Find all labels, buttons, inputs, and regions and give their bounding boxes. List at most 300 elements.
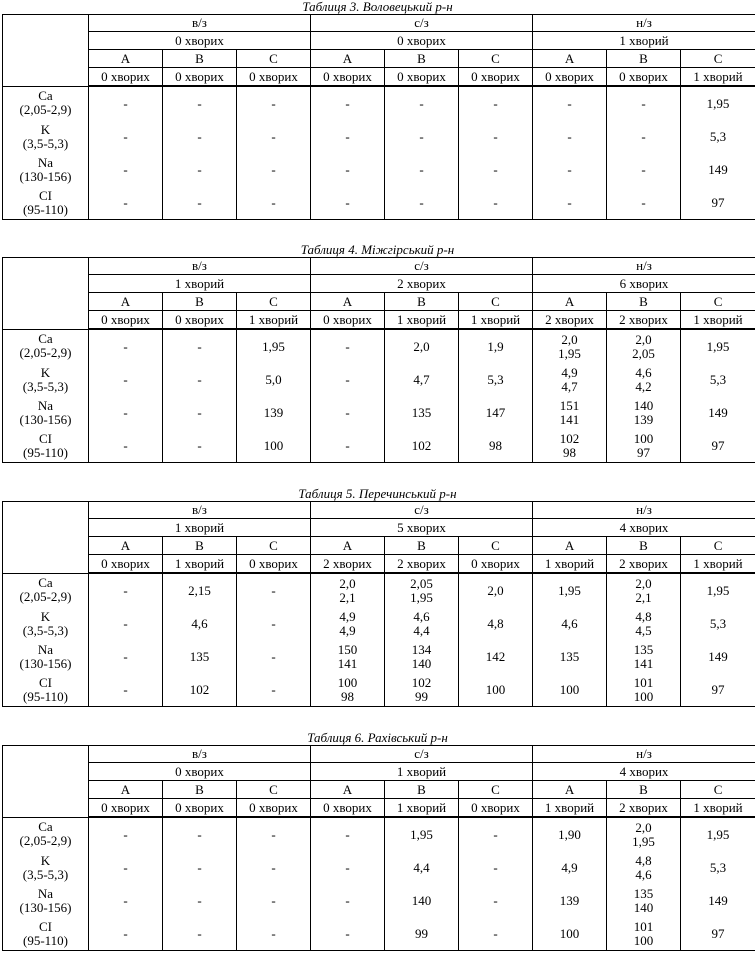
cell-value: - xyxy=(345,95,350,111)
zone-label: с/з xyxy=(311,15,533,32)
electrolyte-label xyxy=(3,120,89,153)
value-cell xyxy=(459,153,533,186)
cell-value: 98 xyxy=(489,437,502,453)
value-cell xyxy=(163,396,237,429)
value-cell xyxy=(163,673,237,707)
group-count: 0 хворих xyxy=(89,68,163,87)
cell-value: 4,9 xyxy=(339,622,356,638)
cell-value: - xyxy=(197,161,202,177)
cell-value: 4,6 xyxy=(413,608,430,624)
reference-range: (95-110) xyxy=(22,201,68,217)
value-cell xyxy=(385,851,459,884)
value-cell xyxy=(681,817,755,851)
cell-value: - xyxy=(493,128,498,144)
cell-value: - xyxy=(641,161,646,177)
value-cell xyxy=(163,640,237,673)
table-block xyxy=(2,487,753,707)
value-cell xyxy=(385,429,459,463)
value-cell xyxy=(163,363,237,396)
value-cell xyxy=(607,120,681,153)
cell-value: - xyxy=(641,194,646,210)
cell-value: - xyxy=(271,161,276,177)
group-letter: A xyxy=(311,50,385,68)
zone-label: с/з xyxy=(311,746,533,763)
cell-value: 151 xyxy=(559,397,580,413)
electrolyte-label xyxy=(3,186,89,220)
group-letter: B xyxy=(607,537,681,555)
zone-count: 2 хворих xyxy=(311,275,533,293)
cell-value: - xyxy=(197,826,202,842)
cell-value: 5,3 xyxy=(709,859,727,875)
value-cell xyxy=(163,884,237,917)
value-cell xyxy=(533,607,607,640)
value-cell xyxy=(607,329,681,363)
cell-value: 2,15 xyxy=(188,582,211,598)
value-cell xyxy=(533,396,607,429)
value-cell xyxy=(89,640,163,673)
cell-value: - xyxy=(567,128,572,144)
value-cell xyxy=(681,673,755,707)
cell-value: 1,95 xyxy=(706,826,730,842)
electrolyte-label xyxy=(3,573,89,607)
cell-value: 2,05 xyxy=(410,575,433,591)
cell-value: 149 xyxy=(708,648,728,664)
group-count: 1 хворий xyxy=(385,311,459,330)
cell-value: 2,0 xyxy=(487,582,504,598)
electrolyte-label xyxy=(3,640,89,673)
electrolyte-name: Na xyxy=(37,154,54,170)
group-count-row xyxy=(3,555,755,574)
cell-value: 97 xyxy=(711,437,725,453)
value-cell xyxy=(607,396,681,429)
cell-value: - xyxy=(197,404,202,420)
cell-value: - xyxy=(123,194,128,210)
cell-value: 4,5 xyxy=(635,622,652,638)
value-cell xyxy=(311,86,385,120)
table-row xyxy=(3,817,755,851)
group-count: 1 хворий xyxy=(681,68,755,87)
cell-value: - xyxy=(123,826,128,842)
zone-label: с/з xyxy=(311,502,533,519)
table-caption: Таблиця 6. Рахівський р-н xyxy=(307,730,448,745)
cell-value: 135 xyxy=(189,648,210,664)
cell-value: 2,0 xyxy=(635,819,652,835)
value-cell xyxy=(237,817,311,851)
value-cell xyxy=(681,86,755,120)
cell-value: 100 xyxy=(633,932,654,948)
value-cell xyxy=(311,186,385,220)
cell-value: 1,95 xyxy=(558,582,581,598)
cell-value: 102 xyxy=(411,674,432,690)
cell-value: 100 xyxy=(633,430,654,446)
zone-label: в/з xyxy=(89,15,311,32)
cell-value: 135 xyxy=(633,885,654,901)
reference-range: (130-156) xyxy=(19,655,72,671)
cell-value: - xyxy=(493,826,498,842)
table-row xyxy=(3,607,755,640)
value-cell xyxy=(163,186,237,220)
value-cell xyxy=(533,429,607,463)
group-letter: B xyxy=(163,293,237,311)
zone-label: в/з xyxy=(89,746,311,763)
reference-range: (95-110) xyxy=(22,688,68,704)
group-count: 2 хворих xyxy=(311,555,385,574)
cell-value: 1,95 xyxy=(410,826,433,842)
cell-value: - xyxy=(419,128,424,144)
value-cell xyxy=(237,153,311,186)
group-letter: C xyxy=(237,537,311,555)
value-cell xyxy=(237,396,311,429)
value-cell xyxy=(311,884,385,917)
group-letter: A xyxy=(533,50,607,68)
cell-value: 2,0 xyxy=(413,338,430,354)
cell-value: 5,3 xyxy=(709,128,727,144)
value-cell xyxy=(607,86,681,120)
cell-value: - xyxy=(271,194,276,210)
group-count: 0 хворих xyxy=(533,68,607,87)
value-cell xyxy=(459,329,533,363)
group-count-row xyxy=(3,311,755,330)
cell-value: - xyxy=(345,859,350,875)
electrolyte-name: CI xyxy=(39,187,52,203)
cell-value: - xyxy=(271,95,276,111)
zone-count-row xyxy=(3,32,755,50)
value-cell xyxy=(237,917,311,951)
cell-value: - xyxy=(567,95,572,111)
table-block xyxy=(2,0,753,220)
cell-value: 4,4 xyxy=(413,622,430,638)
cell-value: - xyxy=(641,95,646,111)
group-count: 1 хворий xyxy=(163,555,237,574)
cell-value: - xyxy=(345,437,350,453)
cell-value: 141 xyxy=(559,411,580,427)
cell-value: 150 xyxy=(337,641,358,657)
cell-value: - xyxy=(123,648,128,664)
cell-value: 139 xyxy=(263,404,284,420)
cell-value: 1,95 xyxy=(706,338,730,354)
value-cell xyxy=(237,329,311,363)
value-cell xyxy=(459,396,533,429)
value-cell xyxy=(385,640,459,673)
cell-value: - xyxy=(123,859,128,875)
table-row xyxy=(3,429,755,463)
electrolyte-label xyxy=(3,86,89,120)
electrolyte-name: CI xyxy=(39,918,52,934)
value-cell xyxy=(681,120,755,153)
value-cell xyxy=(607,573,681,607)
table-row xyxy=(3,673,755,707)
cell-value: - xyxy=(197,925,202,941)
reference-range: (2,05-2,9) xyxy=(19,345,72,361)
value-cell xyxy=(607,851,681,884)
zone-label: н/з xyxy=(533,502,755,519)
value-cell xyxy=(385,363,459,396)
cell-value: 100 xyxy=(559,925,580,941)
reference-range: (95-110) xyxy=(22,444,68,460)
group-letter: A xyxy=(311,781,385,799)
group-count: 0 хворих xyxy=(163,799,237,818)
value-cell xyxy=(237,851,311,884)
cell-value: 98 xyxy=(563,444,577,460)
value-cell xyxy=(237,884,311,917)
cell-value: - xyxy=(345,338,350,354)
group-count: 0 хворих xyxy=(607,68,681,87)
value-cell xyxy=(385,329,459,363)
group-count: 1 хворий xyxy=(681,555,755,574)
zone-count: 1 хворий xyxy=(311,763,533,781)
reference-range: (130-156) xyxy=(19,411,72,427)
group-count: 0 хворих xyxy=(459,555,533,574)
cell-value: 4,8 xyxy=(635,852,652,868)
zone-label: в/з xyxy=(89,502,311,519)
electrolyte-label xyxy=(3,329,89,363)
value-cell xyxy=(89,186,163,220)
cell-value: 140 xyxy=(633,397,654,413)
zone-count: 0 хворих xyxy=(89,763,311,781)
value-cell xyxy=(89,153,163,186)
cell-value: 147 xyxy=(485,404,506,420)
value-cell xyxy=(163,817,237,851)
value-cell xyxy=(237,429,311,463)
group-count: 1 хворий xyxy=(533,799,607,818)
group-letter-row xyxy=(3,293,755,311)
value-cell xyxy=(459,86,533,120)
cell-value: 1,95 xyxy=(262,338,285,354)
group-letter: B xyxy=(607,781,681,799)
group-letter: C xyxy=(681,293,755,311)
cell-value: - xyxy=(271,681,276,697)
table-row xyxy=(3,363,755,396)
value-cell xyxy=(459,817,533,851)
value-cell xyxy=(311,153,385,186)
zone-count: 1 хворий xyxy=(89,275,311,293)
cell-value: - xyxy=(271,582,276,598)
cell-value: - xyxy=(123,582,128,598)
electrolyte-name: Ca xyxy=(38,575,53,591)
group-count-row xyxy=(3,799,755,818)
value-cell xyxy=(681,429,755,463)
corner-cell xyxy=(3,258,89,330)
value-cell xyxy=(681,917,755,951)
cell-value: - xyxy=(567,194,572,210)
cell-value: - xyxy=(493,95,498,111)
group-letter: A xyxy=(89,537,163,555)
value-cell xyxy=(89,120,163,153)
zone-count: 1 хворий xyxy=(533,32,755,50)
group-letter: A xyxy=(89,781,163,799)
value-cell xyxy=(459,120,533,153)
group-count: 0 хворих xyxy=(89,311,163,330)
cell-value: - xyxy=(345,194,350,210)
value-cell xyxy=(533,120,607,153)
table-row xyxy=(3,917,755,951)
group-count: 0 хворих xyxy=(163,68,237,87)
reference-range: (3,5-5,3) xyxy=(22,622,69,638)
cell-value: 5,3 xyxy=(487,371,504,387)
electrolyte-name: CI xyxy=(39,674,52,690)
value-cell xyxy=(385,917,459,951)
cell-value: - xyxy=(123,338,128,354)
value-cell xyxy=(459,363,533,396)
value-cell xyxy=(385,884,459,917)
electrolyte-label xyxy=(3,817,89,851)
cell-value: 4,6 xyxy=(191,615,208,631)
group-letter: B xyxy=(163,781,237,799)
group-count: 0 хворих xyxy=(459,799,533,818)
cell-value: - xyxy=(493,925,498,941)
group-count: 1 хворий xyxy=(459,311,533,330)
cell-value: 1,95 xyxy=(410,589,433,605)
value-cell xyxy=(89,817,163,851)
value-cell xyxy=(89,607,163,640)
cell-value: - xyxy=(419,194,424,210)
zone-header-row xyxy=(3,746,755,763)
value-cell xyxy=(311,573,385,607)
cell-value: - xyxy=(197,128,202,144)
cell-value: 4,7 xyxy=(561,378,578,394)
value-cell xyxy=(681,363,755,396)
cell-value: 2,1 xyxy=(339,589,356,605)
value-cell xyxy=(237,673,311,707)
cell-value: - xyxy=(123,404,128,420)
cell-value: 141 xyxy=(633,655,654,671)
reference-range: (2,05-2,9) xyxy=(19,589,72,605)
zone-count: 4 хворих xyxy=(533,763,755,781)
table-caption: Таблиця 5. Перечинський р-н xyxy=(298,486,457,501)
cell-value: 139 xyxy=(559,892,580,908)
group-letter: C xyxy=(681,537,755,555)
group-letter: C xyxy=(237,781,311,799)
electrolyte-name: K xyxy=(40,364,51,380)
cell-value: 139 xyxy=(633,411,654,427)
value-cell xyxy=(385,86,459,120)
value-cell xyxy=(311,673,385,707)
value-cell xyxy=(311,329,385,363)
cell-value: 140 xyxy=(633,899,654,915)
table-row xyxy=(3,573,755,607)
cell-value: 97 xyxy=(711,925,725,941)
value-cell xyxy=(311,429,385,463)
group-letter: C xyxy=(681,50,755,68)
zone-label: в/з xyxy=(89,258,311,275)
cell-value: - xyxy=(493,194,498,210)
cell-value: - xyxy=(271,925,276,941)
table-row xyxy=(3,640,755,673)
zone-count: 5 хворих xyxy=(311,519,533,537)
group-count: 0 хворих xyxy=(89,555,163,574)
zone-count: 1 хворий xyxy=(89,519,311,537)
table-block xyxy=(2,731,753,951)
cell-value: 5,0 xyxy=(265,371,282,387)
cell-value: 1,95 xyxy=(706,95,730,111)
cell-value: 101 xyxy=(633,918,654,934)
group-letter: B xyxy=(385,293,459,311)
value-cell xyxy=(533,573,607,607)
cell-value: 4,2 xyxy=(635,378,652,394)
cell-value: - xyxy=(197,95,202,111)
table-row xyxy=(3,329,755,363)
value-cell xyxy=(607,186,681,220)
group-letter: C xyxy=(237,50,311,68)
cell-value: 135 xyxy=(559,648,580,664)
cell-value: - xyxy=(197,194,202,210)
value-cell xyxy=(681,396,755,429)
electrolyte-name: K xyxy=(40,121,51,137)
value-cell xyxy=(163,573,237,607)
value-cell xyxy=(311,640,385,673)
cell-value: 1,95 xyxy=(632,833,655,849)
electrolyte-label xyxy=(3,884,89,917)
cell-value: 1,95 xyxy=(558,345,581,361)
value-cell xyxy=(163,153,237,186)
electrolyte-table xyxy=(2,257,755,463)
cell-value: 102 xyxy=(189,681,210,697)
cell-value: - xyxy=(641,128,646,144)
value-cell xyxy=(681,851,755,884)
group-letter: A xyxy=(311,293,385,311)
electrolyte-label xyxy=(3,673,89,707)
group-count: 0 хворих xyxy=(311,311,385,330)
value-cell xyxy=(533,640,607,673)
group-count: 0 хворих xyxy=(89,799,163,818)
value-cell xyxy=(459,640,533,673)
zone-label: н/з xyxy=(533,15,755,32)
electrolyte-table xyxy=(2,14,755,220)
cell-value: 140 xyxy=(411,892,432,908)
value-cell xyxy=(607,817,681,851)
value-cell xyxy=(89,884,163,917)
value-cell xyxy=(681,186,755,220)
value-cell xyxy=(459,673,533,707)
value-cell xyxy=(385,817,459,851)
value-cell xyxy=(237,86,311,120)
cell-value: - xyxy=(345,161,350,177)
value-cell xyxy=(89,396,163,429)
cell-value: 4,6 xyxy=(561,615,578,631)
value-cell xyxy=(607,363,681,396)
value-cell xyxy=(533,917,607,951)
table-block xyxy=(2,243,753,463)
cell-value: 5,3 xyxy=(709,615,727,631)
value-cell xyxy=(163,120,237,153)
electrolyte-name: Na xyxy=(37,397,54,413)
value-cell xyxy=(311,817,385,851)
electrolyte-label xyxy=(3,396,89,429)
electrolyte-name: K xyxy=(40,852,51,868)
cell-value: 4,7 xyxy=(413,371,430,387)
value-cell xyxy=(607,429,681,463)
group-count: 0 хворих xyxy=(459,68,533,87)
cell-value: - xyxy=(419,95,424,111)
cell-value: 2,1 xyxy=(635,589,652,605)
cell-value: - xyxy=(567,161,572,177)
cell-value: 141 xyxy=(337,655,358,671)
cell-value: 4,9 xyxy=(561,364,578,380)
cell-value: - xyxy=(123,681,128,697)
cell-value: - xyxy=(345,404,350,420)
group-letter: C xyxy=(681,781,755,799)
group-letter: A xyxy=(89,50,163,68)
cell-value: 102 xyxy=(411,437,432,453)
group-count: 2 хворих xyxy=(607,555,681,574)
cell-value: 4,4 xyxy=(413,859,430,875)
cell-value: 98 xyxy=(341,688,354,704)
zone-label: н/з xyxy=(533,258,755,275)
cell-value: - xyxy=(345,892,350,908)
zone-label: с/з xyxy=(311,258,533,275)
corner-cell xyxy=(3,746,89,818)
value-cell xyxy=(533,86,607,120)
